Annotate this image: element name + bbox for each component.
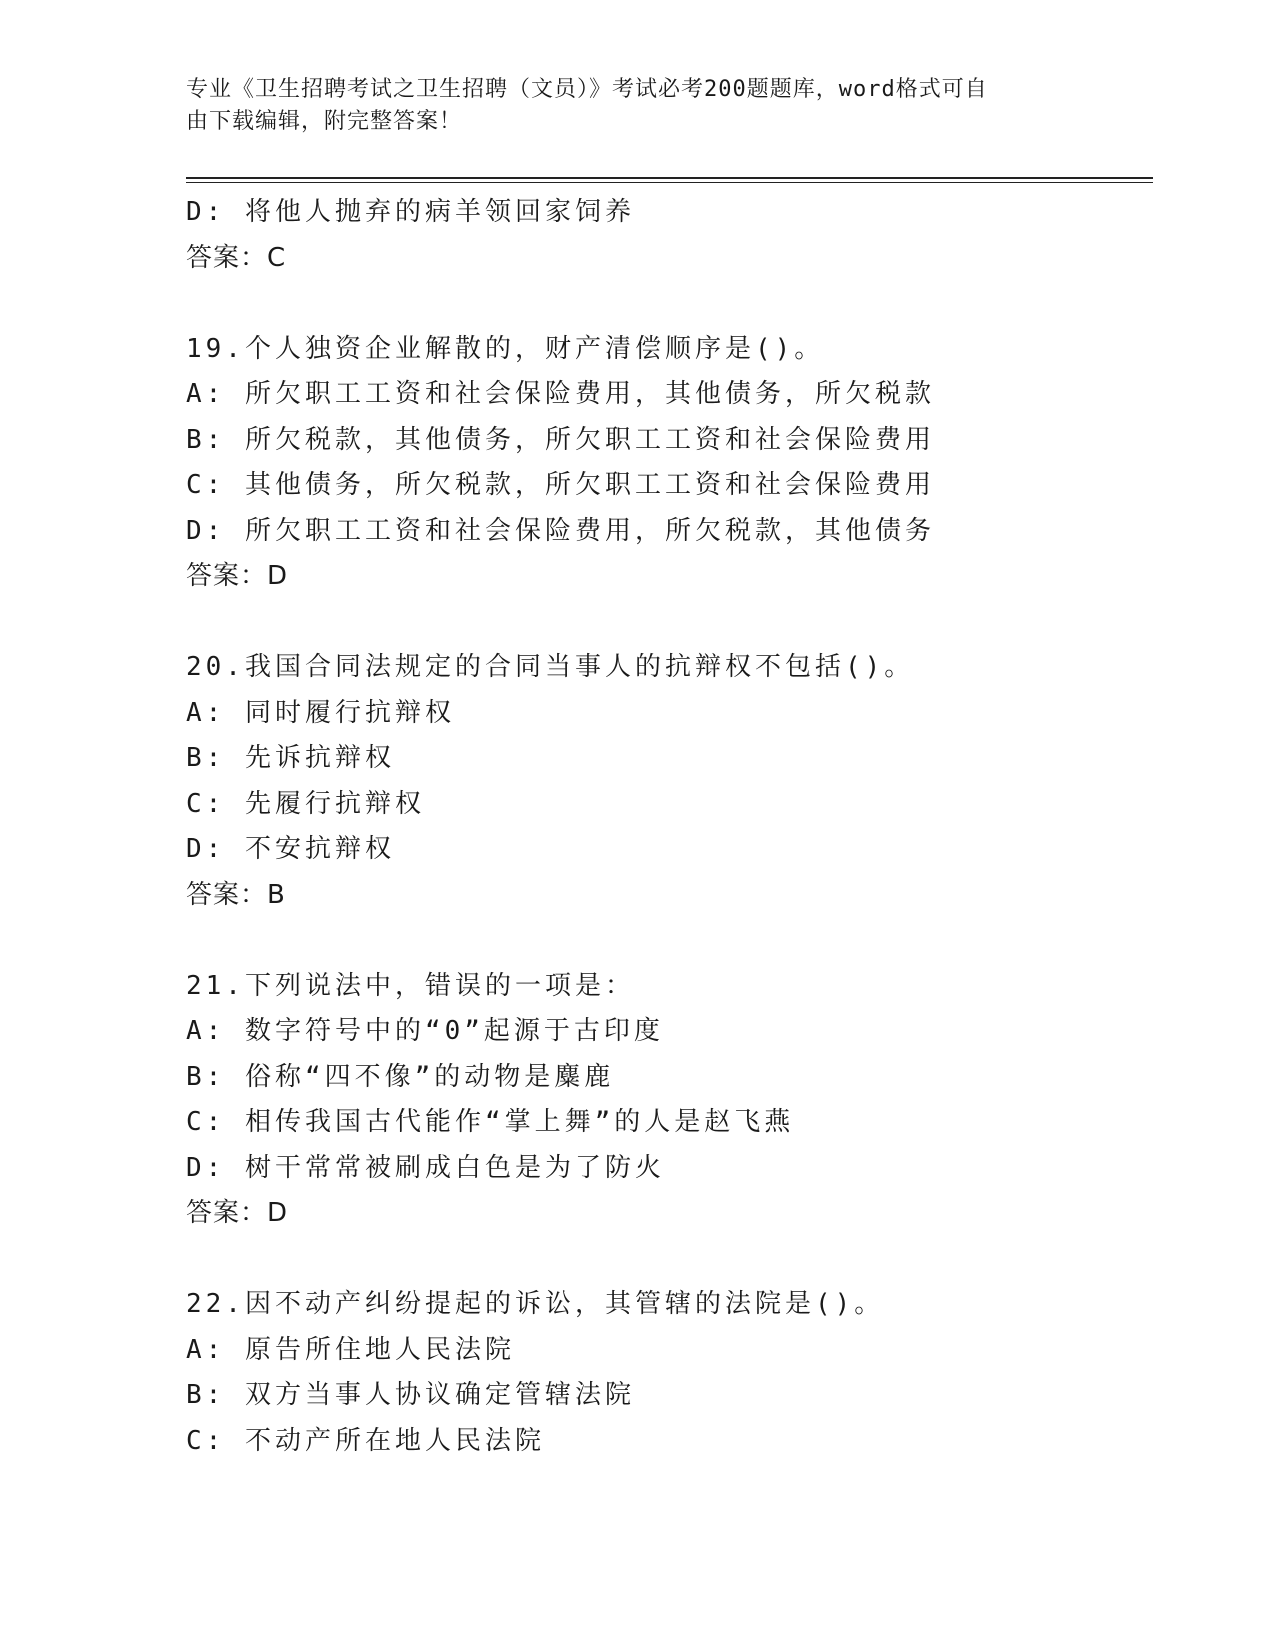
question-stem: 21.下列说法中，错误的一项是：: [186, 970, 635, 1001]
question-20: [186, 645, 1146, 918]
answer: 答案：B: [186, 879, 286, 910]
question-22: [186, 1282, 1146, 1464]
carry-option-d: D: 将他人抛弃的病羊领回家饲养: [186, 197, 635, 227]
option-a: A: 数字符号中的“0”起源于古印度: [186, 1016, 664, 1046]
option-b: B: 所欠税款，其他债务，所欠职工工资和社会保险费用: [186, 424, 935, 455]
question-19: [186, 327, 1146, 600]
spacer: [186, 600, 1146, 646]
option-c: C: 不动产所在地人民法院: [186, 1425, 545, 1456]
option-c: C: 其他债务，所欠税款，所欠职工工资和社会保险费用: [186, 470, 935, 500]
spacer: [186, 281, 1146, 327]
option-b: B: 先诉抗辩权: [186, 743, 395, 773]
questions-content: [186, 190, 1146, 1464]
option-c: C: 相传我国古代能作“掌上舞”的人是赵飞燕: [186, 1107, 795, 1137]
option-d: D: 所欠职工工资和社会保险费用，所欠税款，其他债务: [186, 515, 935, 546]
carry-answer: 答案：C: [186, 242, 287, 273]
question-stem: 20.我国合同法规定的合同当事人的抗辩权不包括()。: [186, 652, 915, 682]
question-21: [186, 964, 1146, 1237]
option-d: D: 树干常常被刷成白色是为了防火: [186, 1152, 665, 1183]
answer: 答案：D: [186, 1198, 289, 1228]
question-stem: 22.因不动产纠纷提起的诉讼，其管辖的法院是()。: [186, 1289, 885, 1319]
header-line-1: 专业《卫生招聘考试之卫生招聘（文员）》考试必考200题题库，word格式可自: [186, 77, 988, 102]
option-a: A: 所欠职工工资和社会保险费用，其他债务，所欠税款: [186, 379, 935, 409]
option-d: D: 不安抗辩权: [186, 834, 395, 864]
page-header: [186, 74, 1066, 138]
option-a: A: 原告所住地人民法院: [186, 1334, 515, 1365]
option-b: B: 俗称“四不像”的动物是麋鹿: [186, 1061, 615, 1092]
answer: 答案：D: [186, 561, 289, 591]
header-rule-thick: [186, 177, 1153, 179]
header-rule-thin: [186, 182, 1153, 183]
header-line-2: 由下载编辑，附完整答案！: [186, 109, 463, 134]
option-c: C: 先履行抗辩权: [186, 788, 425, 819]
option-a: A: 同时履行抗辩权: [186, 697, 455, 728]
spacer: [186, 918, 1146, 964]
spacer: [186, 1237, 1146, 1283]
question-stem: 19.个人独资企业解散的，财产清偿顺序是()。: [186, 333, 825, 364]
option-b: B: 双方当事人协议确定管辖法院: [186, 1380, 635, 1410]
